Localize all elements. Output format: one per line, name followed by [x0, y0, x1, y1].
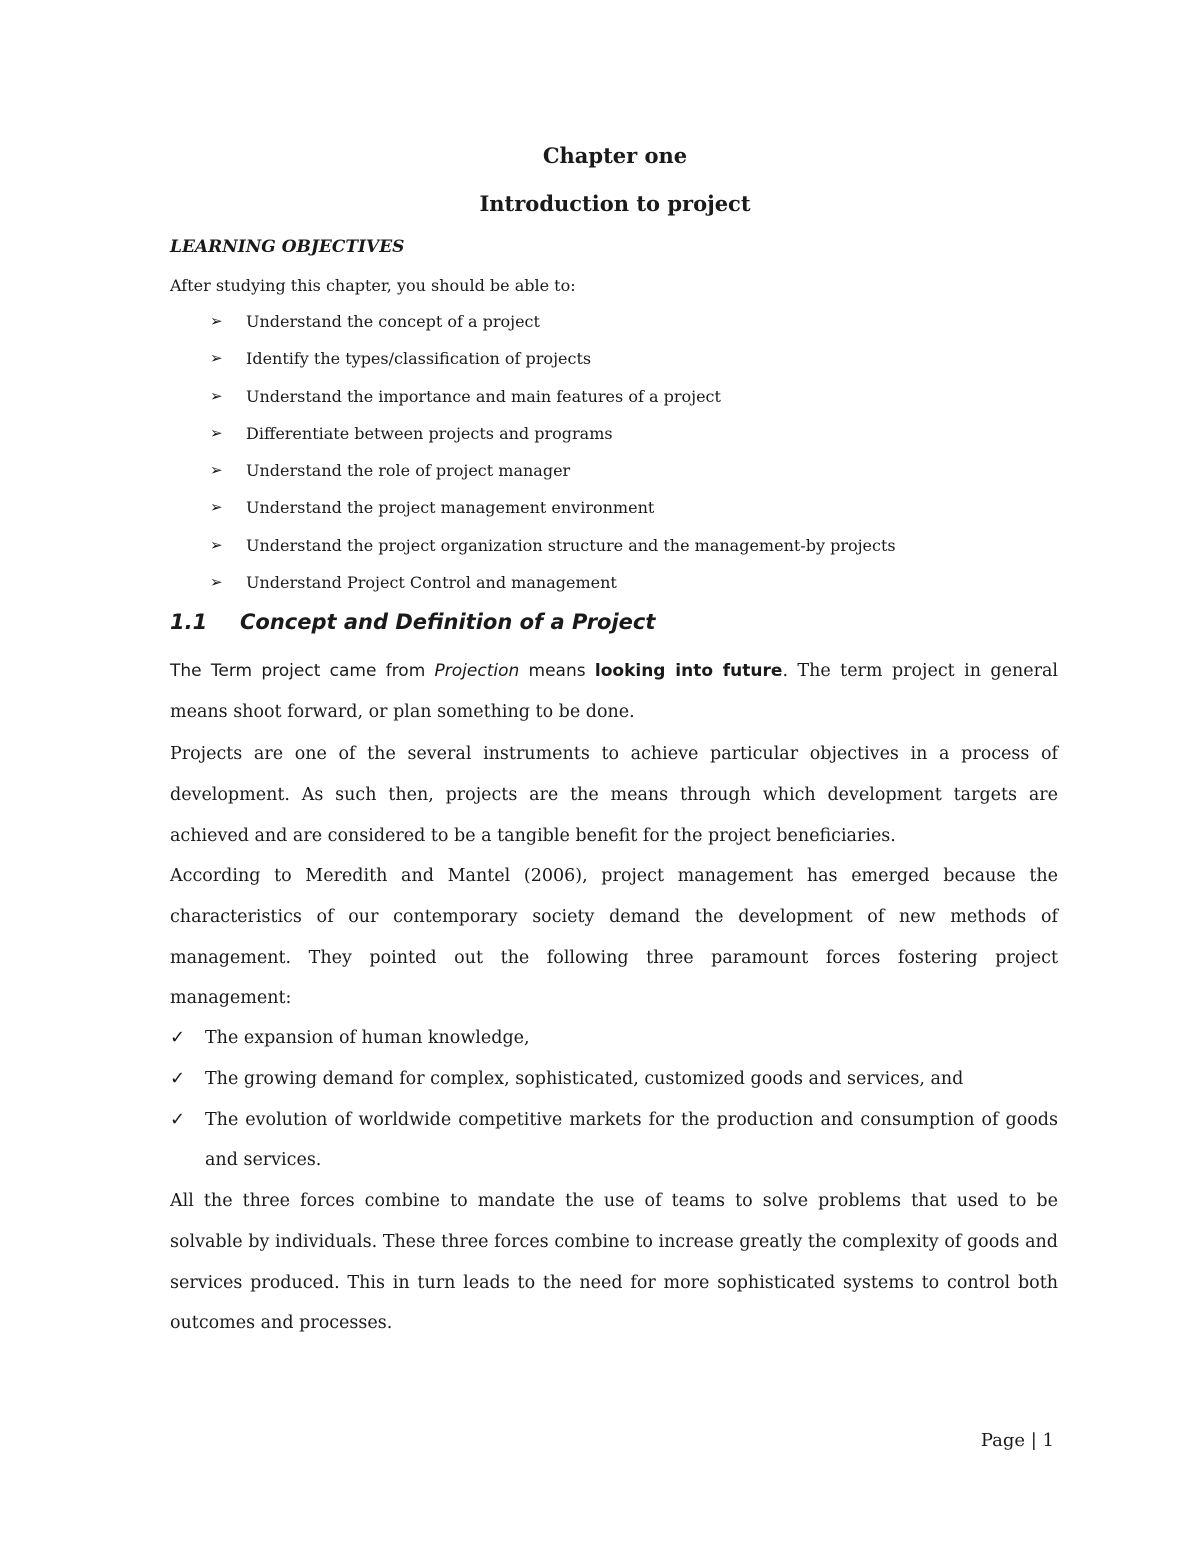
force-text: The evolution of worldwide competitive markets for the production and consumption of goods and services.	[205, 1109, 1058, 1171]
objective-text: Differentiate between projects and programs	[246, 423, 613, 443]
paragraph-text: . The term project in general means shoot forward, or plan something to be done.	[170, 661, 1058, 722]
list-item	[210, 387, 896, 424]
arrow-bullet-icon: ➢	[210, 386, 223, 405]
emphasis-looking-into-future: looking into future	[594, 661, 783, 681]
section-title: Concept and Definition of a Project	[240, 610, 656, 634]
arrow-bullet-icon: ➢	[210, 349, 223, 368]
list-item	[210, 461, 896, 498]
arrow-bullet-icon: ➢	[210, 312, 223, 330]
section-heading	[170, 610, 655, 634]
page-number: Page | 1	[980, 1430, 1054, 1451]
list-item	[170, 1059, 1058, 1100]
objective-text: Understand Project Control and management	[246, 573, 617, 593]
chapter-title: Chapter one	[542, 143, 688, 168]
list-item	[210, 498, 896, 535]
list-item	[210, 424, 896, 461]
objectives-intro: After studying this chapter, you should be able to:	[170, 276, 576, 295]
objective-text: Identify the types/classification of projects	[246, 349, 592, 369]
paragraph-three-forces: All the three forces combine to mandate the use of teams to solve problems that used to be solvable by individuals. These three forces combine to increase greatly the complexity of goods and services produced. This in turn leads to the need for more sophisticated systems to control both outcomes and processes.	[170, 1191, 1058, 1334]
paragraph-term-definition	[170, 651, 1058, 733]
list-item	[170, 1018, 1058, 1059]
list-item	[210, 573, 896, 610]
paragraph-instruments: Projects are one of the several instruments to achieve particular objectives in a process of development. As such then, projects are the means through which development targets are achieved and are considered to be a tangible benefit for the project beneficiaries.	[170, 744, 1058, 846]
objective-text: Understand the project organization structure and the management-by projects	[246, 535, 896, 555]
arrow-bullet-icon: ➢	[210, 461, 223, 480]
objective-text: Understand the concept of a project	[246, 312, 540, 331]
arrow-bullet-icon: ➢	[210, 498, 223, 517]
paragraph-text: means	[519, 661, 595, 681]
objective-text: Understand the role of project manager	[246, 461, 571, 481]
check-icon: ✓	[170, 1027, 186, 1048]
objectives-list	[210, 312, 896, 610]
paragraph-text: The Term project came from	[170, 661, 435, 681]
list-item	[210, 312, 896, 349]
arrow-bullet-icon: ➢	[210, 423, 223, 442]
objectives-heading: LEARNING OBJECTIVES	[170, 237, 405, 257]
emphasis-projection: Projection	[434, 661, 520, 681]
list-item	[210, 536, 896, 573]
forces-list	[170, 1018, 1058, 1181]
paragraph-meredith-mantel: According to Meredith and Mantel (2006), project management has emerged because the characteristics of our contemporary society demand the development of new methods of management. They pointed out the following three paramount forces fostering project management:	[170, 866, 1058, 1009]
arrow-bullet-icon: ➢	[210, 535, 223, 554]
arrow-bullet-icon: ➢	[210, 573, 223, 592]
chapter-subtitle: Introduction to project	[479, 191, 751, 216]
force-text: The expansion of human knowledge,	[205, 1028, 530, 1048]
list-item	[170, 1100, 1058, 1182]
objective-text: Understand the importance and main features of a project	[246, 386, 721, 406]
check-icon: ✓	[170, 1108, 186, 1130]
section-number: 1.1	[170, 610, 208, 634]
objective-text: Understand the project management environment	[246, 498, 655, 518]
check-icon: ✓	[170, 1067, 186, 1089]
list-item	[210, 349, 896, 386]
force-text: The growing demand for complex, sophisticated, customized goods and services, and	[205, 1068, 964, 1089]
